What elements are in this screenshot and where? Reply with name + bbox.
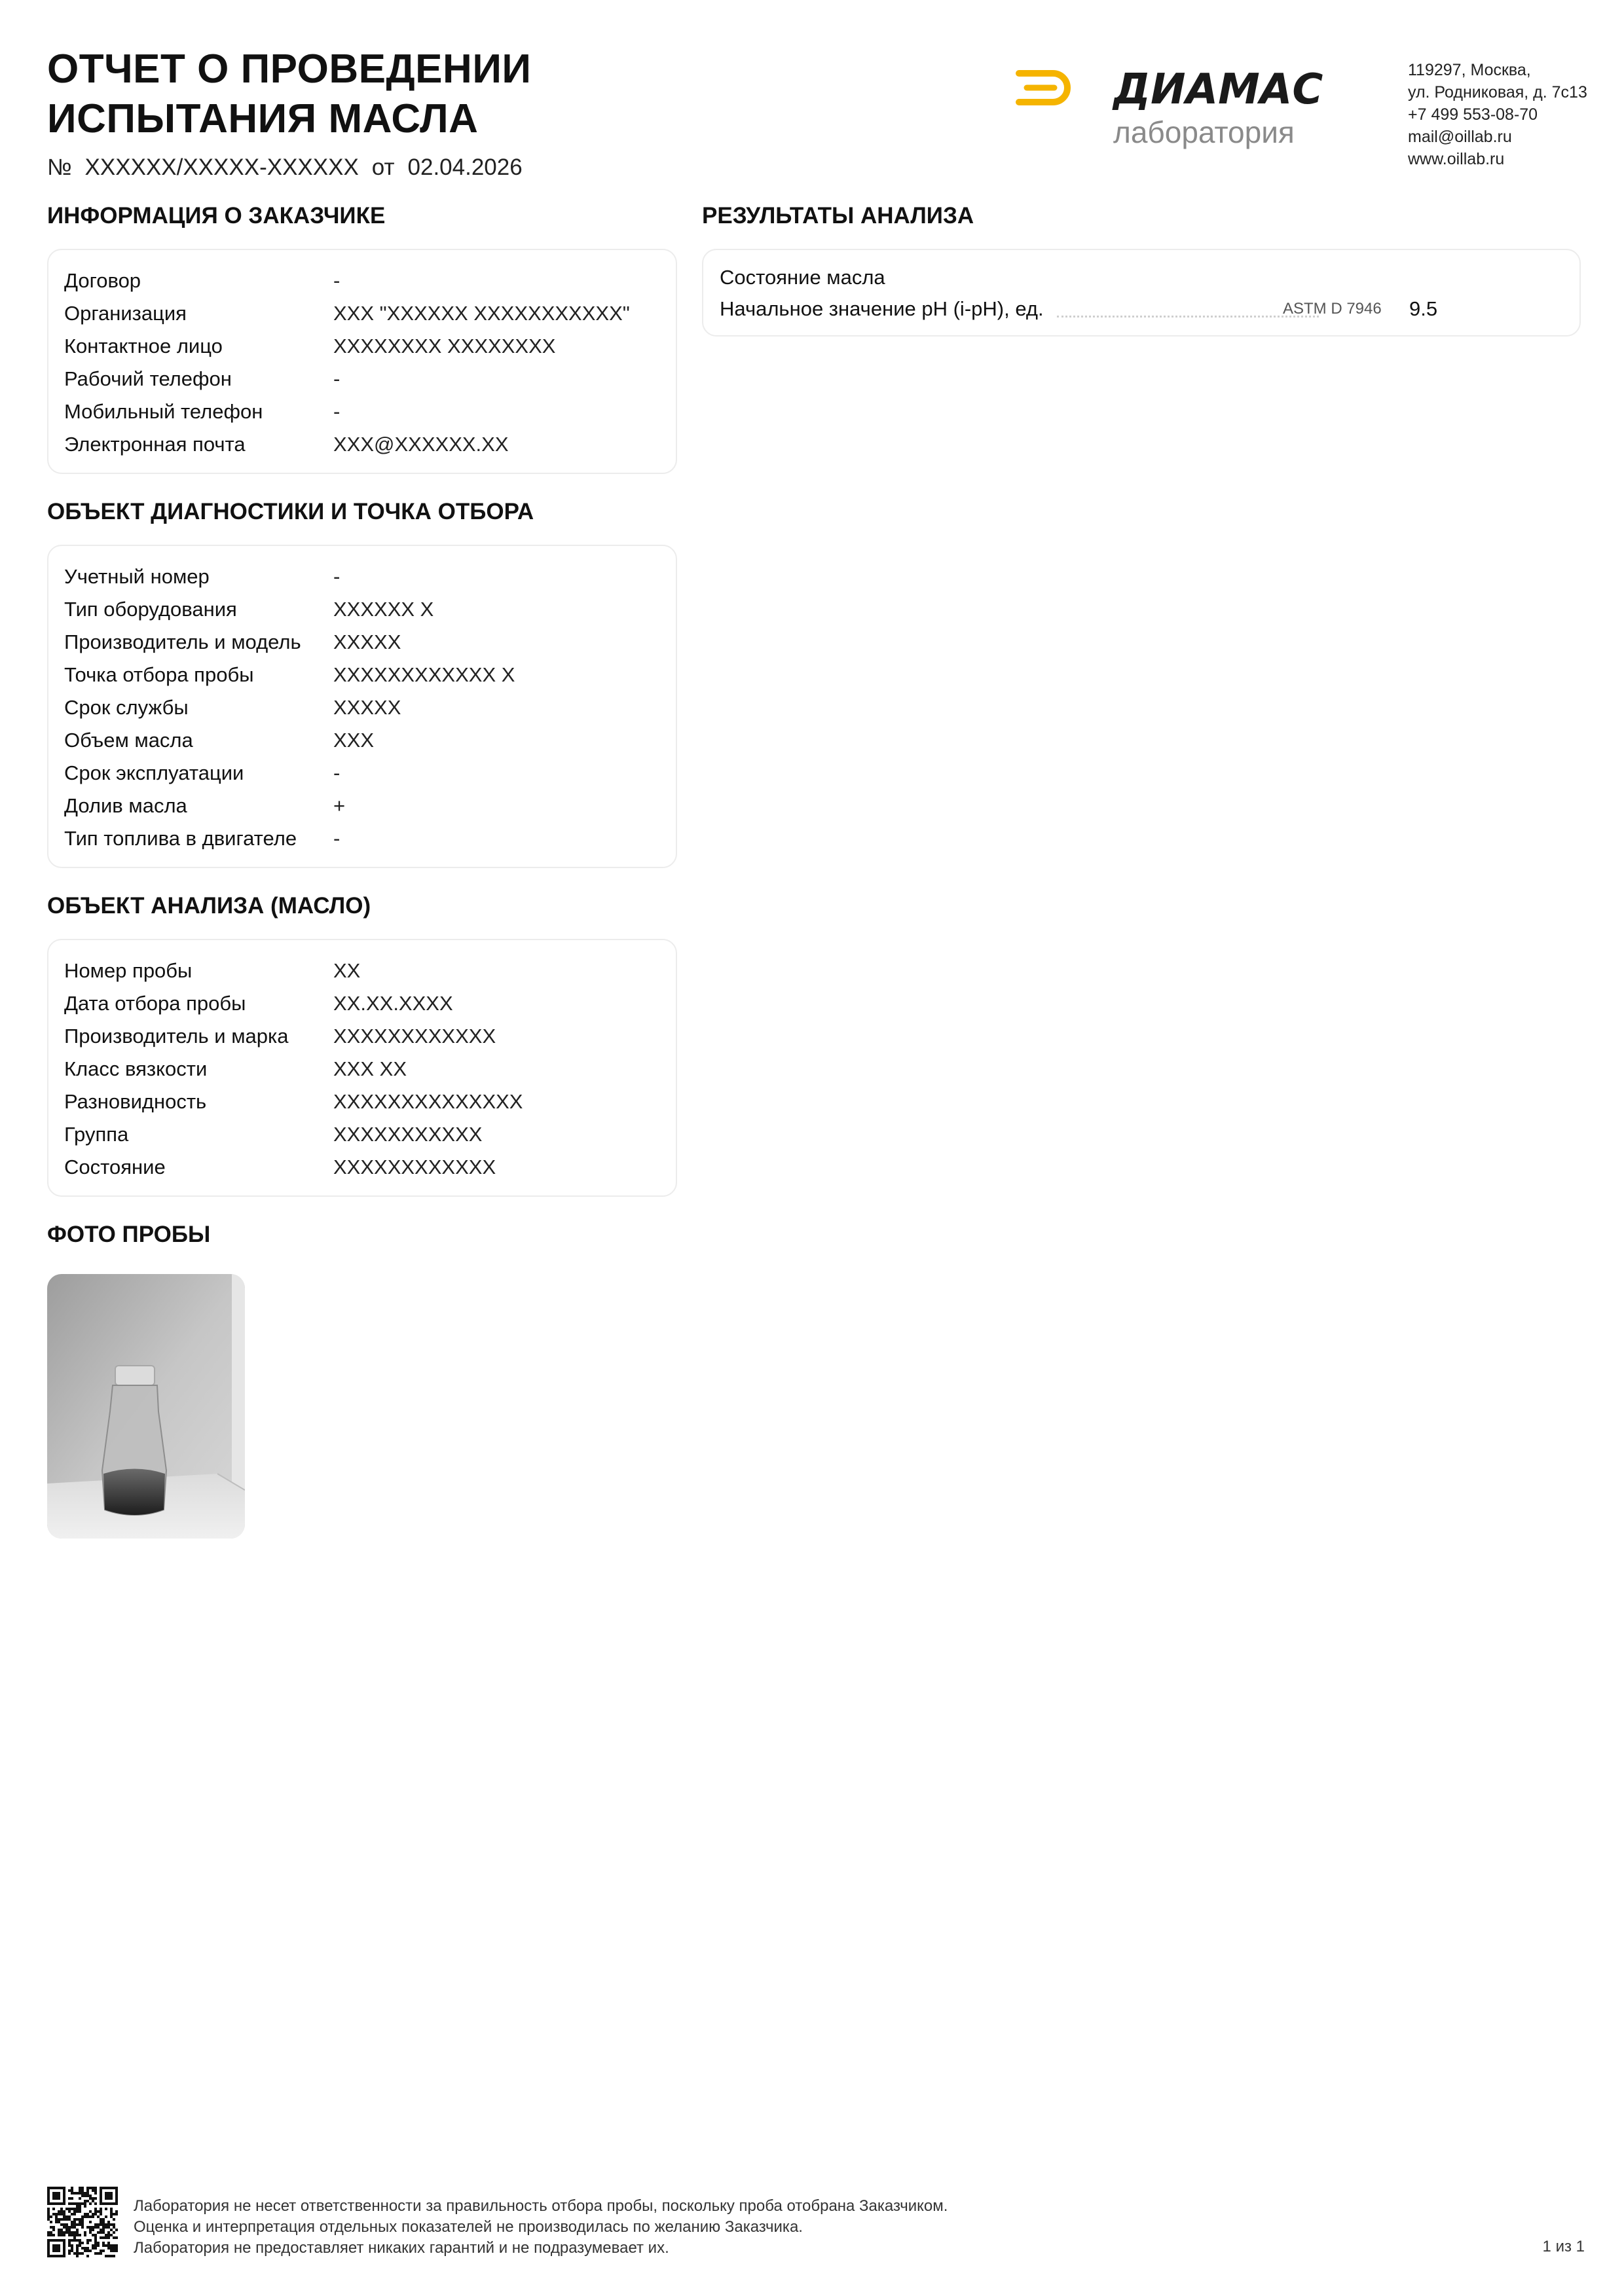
report-number [47,155,536,181]
diagnostic-label: Срок службы [64,696,189,719]
customer-row [64,264,660,297]
oil-label: Производитель и марка [64,1025,289,1048]
diagnostic-value: XXXXX [333,630,401,653]
report-title [47,45,531,144]
oil-row [64,1053,660,1085]
diagnostic-label: Производитель и модель [64,630,301,653]
customer-label: Рабочий телефон [64,367,232,390]
contact-email[interactable]: mail@oillab.ru [1408,128,1512,146]
analysis-object-card [47,939,677,1197]
oil-label: Номер пробы [64,959,193,982]
page-number: 1 из 1 [1542,2238,1585,2255]
diagnostic-heading: ОБЪЕКТ ДИАГНОСТИКИ И ТОЧКА ОТБОРА [47,499,534,524]
oil-label: Группа [64,1123,129,1146]
diagnostic-value: - [333,827,341,850]
customer-row [64,395,660,428]
disclaimer [134,2196,948,2259]
oil-value: XXX XX [333,1057,407,1080]
customer-card [47,249,677,474]
diagnostic-row [64,724,660,757]
report-title-line-1: ОТЧЕТ О ПРОВЕДЕНИИ [47,46,532,92]
oil-label: Дата отбора пробы [64,992,246,1015]
contacts-block [1408,59,1587,170]
customer-value: XXXXXXXX XXXXXXXX [333,335,556,357]
results-card [702,249,1581,337]
customer-row [64,363,660,395]
contact-phone[interactable]: +7 499 553-08-70 [1408,105,1538,124]
oil-row [64,1085,660,1118]
customer-value: - [333,367,341,390]
oil-row [64,1151,660,1184]
oil-row [64,955,660,987]
diagnostic-label: Долив масла [64,794,187,817]
sample-photo[interactable] [47,1274,245,1539]
report-date: 02.04.2026 [407,155,523,180]
diagnostic-row [64,790,660,822]
report-title-line-2: ИСПЫТАНИЯ МАСЛА [47,96,479,141]
diagnostic-value: XXXXXXXXXXXX X [333,663,515,686]
contact-website[interactable]: www.oillab.ru [1408,150,1505,168]
customer-label: Электронная почта [64,433,246,456]
diagnostic-row [64,659,660,691]
oil-value: XXXXXXXXXXXXXX [333,1090,523,1113]
disclaimer-line: Оценка и интерпретация отдельных показателей не производилась по желанию Заказчика. [134,2218,803,2236]
diagnostic-row [64,560,660,593]
date-prefix: от [371,155,395,180]
customer-value: XXX@XXXXXX.XX [333,433,509,456]
logo-mark-icon [1019,73,1067,102]
oil-row [64,987,660,1020]
diagnostic-label: Объем масла [64,729,193,752]
oil-value: XXXXXXXXXXXX [333,1156,496,1178]
report-number-value: XXXXXX/XXXXX-XXXXXX [84,155,359,180]
oil-value: XXXXXXXXXXXX [333,1025,496,1048]
diagnostic-label: Тип топлива в двигателе [64,827,297,850]
results-heading: РЕЗУЛЬТАТЫ АНАЛИЗА [702,203,974,228]
oil-label: Разновидность [64,1090,207,1113]
logo-brand: ДИАМАС [1113,65,1323,114]
customer-row [64,330,660,363]
customer-label: Организация [64,302,187,325]
logo-subtitle: лаборатория [1113,115,1295,149]
qr-code-icon[interactable] [47,2187,118,2257]
customer-label: Мобильный телефон [64,400,263,423]
result-dot-leader [1057,316,1319,318]
diagnostic-row [64,626,660,659]
diagnostic-value: XXXXX [333,696,401,719]
disclaimer-line: Лаборатория не несет ответственности за правильность отбора пробы, поскольку проба отобрана Заказчиком. [134,2197,948,2215]
oil-value: XX [333,959,361,982]
diagnostic-label: Срок эксплуатации [64,761,244,784]
oil-label: Состояние [64,1156,166,1178]
diagnostic-row [64,593,660,626]
contact-address-1: 119297, Москва, [1408,61,1531,79]
customer-row [64,297,660,330]
oil-value: XX.XX.XXXX [333,992,453,1015]
diagnostic-card [47,545,677,868]
analysis-object-heading: ОБЪЕКТ АНАЛИЗА (МАСЛО) [47,893,371,919]
customer-value: XXX "XXXXXX XXXXXXXXXXX" [333,302,630,325]
diagnostic-value: XXXXXX X [333,598,434,621]
customer-value: - [333,400,341,423]
diagnostic-row [64,757,660,790]
diagnostic-value: - [333,565,341,588]
contact-address-2: ул. Родниковая, д. 7с13 [1408,83,1587,101]
bottle-icon [102,1366,166,1515]
disclaimer-line: Лаборатория не предоставляет никаких гарантий и не подразумевает их. [134,2239,669,2257]
customer-value: - [333,269,341,292]
results-group-title: Состояние масла [720,266,885,289]
result-method: ASTM D 7946 [1283,300,1382,318]
oil-value: XXXXXXXXXXX [333,1123,483,1146]
diagnostic-value: - [333,761,341,784]
diagnostic-value: XXX [333,729,375,752]
result-row [720,293,1563,325]
result-value: 9.5 [1409,297,1438,320]
diamas-logo [1015,60,1369,165]
oil-label: Класс вязкости [64,1057,208,1080]
diagnostic-label: Точка отбора пробы [64,663,254,686]
customer-label: Контактное лицо [64,335,223,357]
oil-row [64,1118,660,1151]
diagnostic-row [64,822,660,855]
diagnostic-label: Учетный номер [64,565,210,588]
result-name: Начальное значение pH (i-pH), ед. [720,297,1044,320]
number-sign: № [47,155,72,180]
diagnostic-label: Тип оборудования [64,598,237,621]
customer-label: Договор [64,269,141,292]
diagnostic-row [64,691,660,724]
diagnostic-value: + [333,794,346,817]
photo-heading: ФОТО ПРОБЫ [47,1222,211,1247]
customer-heading: ИНФОРМАЦИЯ О ЗАКАЗЧИКЕ [47,203,386,228]
oil-row [64,1020,660,1053]
customer-row [64,428,660,461]
